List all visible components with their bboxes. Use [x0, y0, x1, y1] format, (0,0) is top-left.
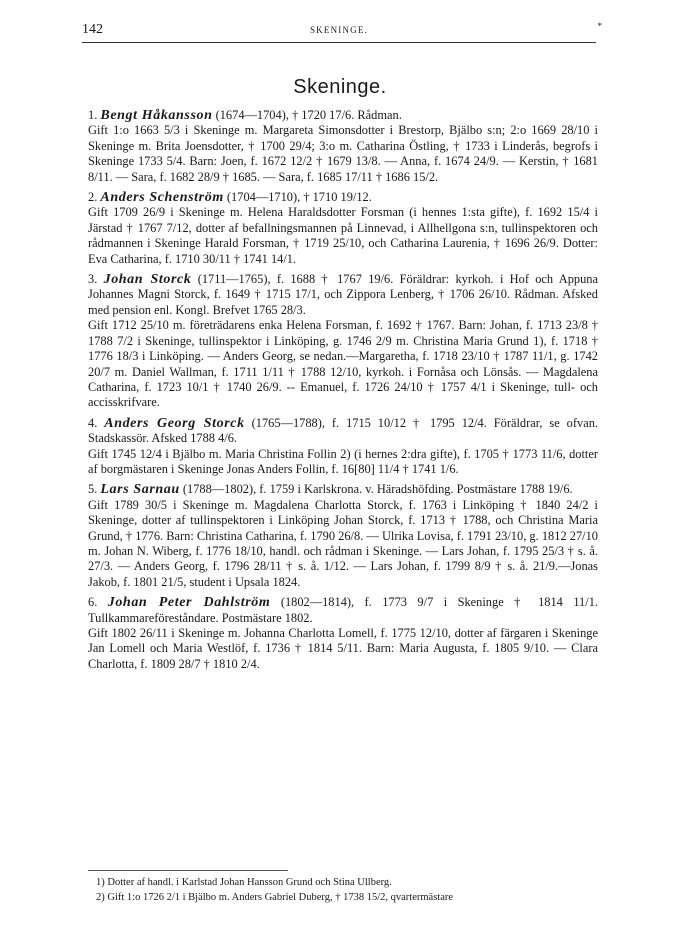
header-rule — [82, 42, 596, 43]
entry-text: Gift 1745 12/4 i Bjälbo m. Maria Christina Follin 2) (i hernes 2:dra gifte), f. 1705 † 1773 11/6, dotter af borgmästaren i Skeninge Jonas Anders Follin, f. 16[80] 11/4 † 1741 1/6. — [88, 446, 598, 476]
footnote: 1) Dotter af handl. i Karlstad Johan Hansson Grund och Stina Ullberg. — [96, 877, 392, 888]
entry-name: Johan Peter Dahlström — [107, 595, 271, 611]
entry-number: 6. — [88, 595, 98, 610]
entry-name: Anders Georg Storck — [104, 415, 245, 431]
entry-line: (1788—1802), f. 1759 i Karlskrona. v. Häradshöfding. Postmästare 1788 19/6. — [182, 482, 573, 497]
section-title: Skeninge. — [293, 76, 387, 98]
entry-line: (1704—1710), † 1710 19/12. — [226, 190, 372, 205]
entry-number: 5. — [88, 482, 98, 497]
entries-body — [88, 108, 598, 677]
entry-6 — [88, 595, 598, 672]
entry-name: Anders Schenström — [100, 190, 224, 206]
entry-text: Gift 1:o 1663 5/3 i Skeninge m. Margareta Simonsdotter i Brestorp, Bjälbo s:n; 2:o 1669 28/10 i Skeninge m. Brita Joensdotter, † 1700 29/4; 3:o m. Catharina Östling, † 1733 i Linderås, begrofs i Skeninge 1733 5/4. Barn: Joen, f. 1672 12/2 † 1679 13/8. — Anna, f. 1674 24/9. — Kerstin, † 1681 8/11. — Sara, f. 1682 28/9 † 1685. — Sara, f. 1685 17/11 † 1686 15/2. — [88, 123, 598, 184]
entry-1 — [88, 108, 598, 185]
footnotes — [96, 876, 596, 906]
entry-number: 1. — [88, 108, 98, 122]
entry-4 — [88, 416, 598, 478]
entry-text: Gift 1712 25/10 m. företrädarens enka Helena Forsman, f. 1692 † 1767. Barn: Johan, f. 1713 23/8 † 1788 7/2 i Skeninge, tullinspektor i Linköping, g. 1746 2/9 m. Christina Maria Grund 1), f. 1718 † 1776 18/3 i Linköping. — Anders Georg, se nedan.—Margaretha, f. 1718 23/10 † 1787 11/1, g. 1742 20/7 m. Daniel Wallman, f. 1711 1/11 † 1788 12/10, kyrkoh. i Fornåsa och Lönsås. — Magdalena Catharina, f. 1723 10/1 † 1740 26/9. -- Emanuel, f. 1726 24/10 † 1757 4/1 i Skeninge, tull- och accisskrifvare. — [88, 318, 598, 410]
entry-number: 3. — [88, 272, 98, 287]
entry-line: (1765—1788), f. 1715 10/12 † 1795 12/4. Föräldrar, se ofvan. Stadskassör. Afsked 1788 4/6. — [88, 415, 598, 446]
page-number: 142 — [82, 22, 103, 37]
entry-line: (1674—1704), † 1720 17/6. Rådman. — [215, 108, 402, 122]
entry-line: (1802—1814), f. 1773 9/7 i Skeninge † 1814 11/1. Tullkammareföreståndare. Postmästare 1802. — [88, 595, 598, 625]
footnote-rule — [88, 870, 288, 871]
entry-text: Gift 1802 26/11 i Skeninge m. Johanna Charlotta Lomell, f. 1775 12/10, dotter af färgaren i Skeninge Jan Lomell och Maria Westlöf, f. 1736 † 1814 5/11. Barn: Maria Augusta, f. 1805 9/10. — Clara Charlotta, f. 1809 28/7 † 1810 2/4. — [88, 626, 598, 671]
page-header — [82, 21, 602, 40]
entry-name: Bengt Håkansson — [100, 108, 213, 123]
entry-5 — [88, 482, 598, 590]
entry-text: Gift 1789 30/5 i Skeninge m. Magdalena Charlotta Storck, f. 1763 i Linköping † 1840 24/2 i Skeninge, dotter af tullinspektoren i Linköping Johan Storck, f. 1713 † 1788, och Christina Maria Grund, † 1776. Barn: Christina Catharina, f. 1790 26/8. — Ulrika Lovisa, f. 1791 23/10, g. 1812 27/10 m. Johan N. Wiberg, f. 1776 18/10, handl. och rådman i Skeninge. — Lars Johan, f. 1795 25/3 † s. å. 27/3. — Anders Georg, f. 1796 28/11 † s. å. 1/12. — Lars Johan, f. 1799 8/9 † s. å. 21/9.—Jonas Jakob, f. 1801 21/5, student i Upsala 1824. — [88, 497, 598, 589]
entry-2 — [88, 190, 598, 267]
entry-3 — [88, 272, 598, 411]
entry-name: Lars Sarnau — [100, 482, 180, 498]
entry-number: 2. — [88, 190, 98, 205]
entry-number: 4. — [88, 415, 98, 430]
entry-line: (1711—1765), f. 1688 † 1767 19/6. Föräldrar: kyrkoh. i Hof och Appuna Johannes Magni Storck, f. 1649 † 1715 17/1, och Zippora Lenberg, † 1706 26/10. Rådman. Afsked med pension enl. Kongl. Brefvet 1765 28/3. — [88, 272, 598, 317]
footnote: 2) Gift 1:o 1726 2/1 i Bjälbo m. Anders Gabriel Duberg, † 1738 15/2, qvartermästare — [96, 892, 454, 903]
entry-text: Gift 1709 26/9 i Skeninge m. Helena Haraldsdotter Forsman (i hennes 1:sta gifte), f. 1692 15/4 i Järstad † 1767 7/12, dotter af befallningsmannen på Linnevad, i Allhellgona s:n, tullinspektoren och rådmannen i Skeninge Harald Forsman, † 1719 25/10, och Catharina Laurenia, † 1696 26/9. Dotter: Eva Catharina, f. 1710 30/11 † 1741 14/1. — [88, 205, 598, 266]
running-title: SKENINGE. — [309, 25, 369, 35]
corner-mark: * — [597, 21, 602, 31]
entry-name: Johan Storck — [103, 272, 192, 288]
